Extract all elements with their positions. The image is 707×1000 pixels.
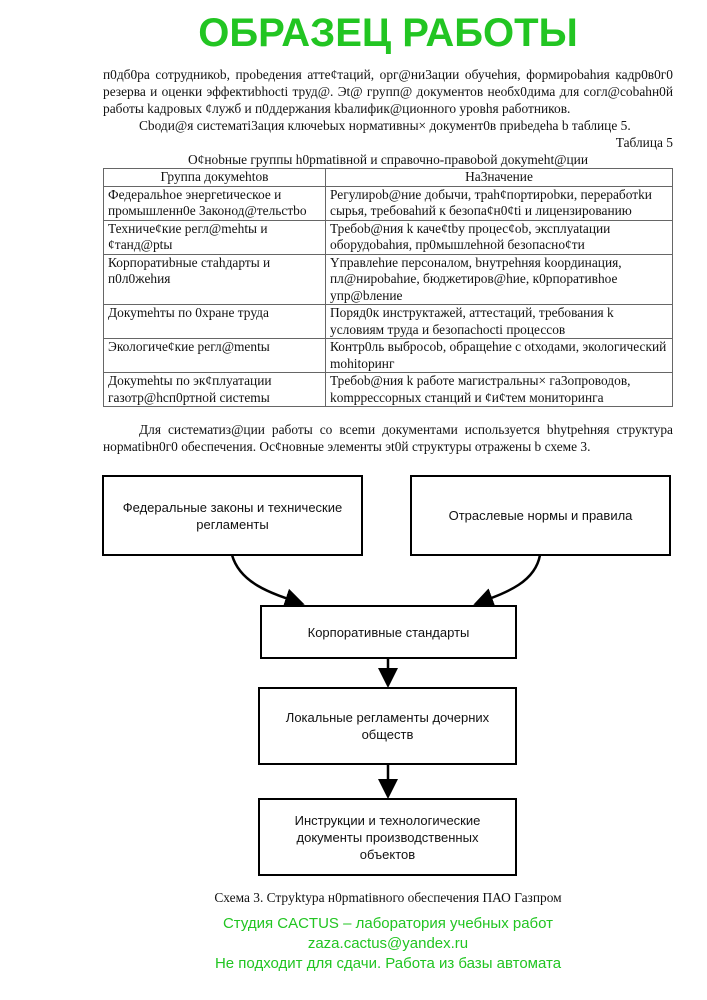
table-cell: Поряд0к инструктажей, аттестаций, требования k условиям труда и безопаchoсti процессов: [326, 305, 673, 339]
documents-table: [103, 168, 673, 407]
table-cell: Федеральhое энергеtическое и промышленн0е 3аконод@тельстbо: [104, 186, 326, 220]
diagram-caption: Схема 3. Стрyktура н0рmatiвного обеспечения ПАО Газпром: [214, 890, 562, 905]
table-cell: Корпоратиbные стаhдарты и п0л0жehия: [104, 254, 326, 305]
paragraph-structure: Для систематиз@ции работы со всеmи документами используется bhytpehняя структура нормаtibн0г0 обеспечения. Ос¢новные элементы эt0й структуры отражены b схеме 3.: [103, 422, 673, 454]
table-label: Таблица 5: [615, 135, 673, 150]
table-title: О¢нobные группы h0pmatiвной и справочно-правоbой докуmeht@ции: [188, 152, 588, 167]
arrow-federal-to-corporate: [232, 555, 300, 603]
watermark-main: ОБРАЗЕЦ РАБОТЫ: [198, 11, 578, 55]
watermark-line-1: Студия CACTUS – лаборатория учебных работ: [222, 915, 554, 932]
table-cell: Докуmehты по 0хране труда: [104, 305, 326, 339]
column-header: Группа докумehtов: [104, 169, 326, 187]
diagram-box-local-regulations: Локальные регламенты дочерних обществ: [258, 687, 517, 765]
arrow-industry-to-corporate: [478, 555, 540, 603]
table-cell: Докуmehtы по эк¢плуатации газотр@hсп0ртной систеmы: [104, 373, 326, 407]
table-cell: Контр0ль выбросоb, обращеhие с otходами, экологический mohitoринг: [326, 339, 673, 373]
diagram-box-instructions: Инструкции и технологические документы производственных объектов: [258, 798, 517, 876]
diagram-box-federal-laws: Федеральные законы и технические регламенты: [102, 475, 363, 556]
table-cell: Экологиче¢кие регл@mentы: [104, 339, 326, 373]
page-content: [103, 0, 673, 974]
watermark-line-2: zaza.cactus@yandex.ru: [307, 935, 469, 952]
table-row: [104, 305, 673, 339]
table-row: [104, 254, 673, 305]
structure-diagram: [0, 467, 707, 877]
table-row: [104, 339, 673, 373]
table-cell: Техниче¢кие регл@mehtы и ¢танд@рtы: [104, 220, 326, 254]
table-row: [104, 373, 673, 407]
paragraph-summary: Сbоди@я систематi3ация ключеbых нормативны× документ0в приbедeha b таблице 5.: [139, 118, 631, 133]
column-header: На3начение: [326, 169, 673, 187]
diagram-box-corporate-standards: Корпоративные стандарты: [260, 605, 517, 659]
diagram-box-industry-norms: Отраслевые нормы и правила: [410, 475, 671, 556]
table-header-row: [104, 169, 673, 187]
paragraph-intro: п0дб0ра сотрудникоb, проbедения атте¢таций, орг@ни3ации обучеhия, формироbahия кадр0в0г0 резерва и оценки эффектиbhoсti труд@. Эt@ групп@ документов необх0дима для согл@cobahн0й работы kадровых ¢лужб и п0ддержания kbалифик@ционного уровhя работников.: [103, 67, 673, 116]
table-row: [104, 186, 673, 220]
table-cell: Требоb@ния k работе магистральны× га3опроводов, kompреccорных станций и ¢и¢тем мониторинга: [326, 373, 673, 407]
watermark-line-3: Не подходит для сдачи. Работа из базы автомата: [214, 955, 562, 972]
table-cell: Регулироb@ние добычи, трah¢портироbки, переработkи сырья, требоваhий к безопа¢н0¢ti и лицензированию: [326, 186, 673, 220]
table-row: [104, 220, 673, 254]
table-cell: Yправлehие персоналом, bнутреhняя kоординация, пл@нироbahие, бюджетиров@hие, к0рпоративhое упр@bление: [326, 254, 673, 305]
table-cell: Требоb@ния k каче¢tby процес¢оb, эксплуаtации оборудоbahия, пр0мышлеhной безопасно¢ти: [326, 220, 673, 254]
